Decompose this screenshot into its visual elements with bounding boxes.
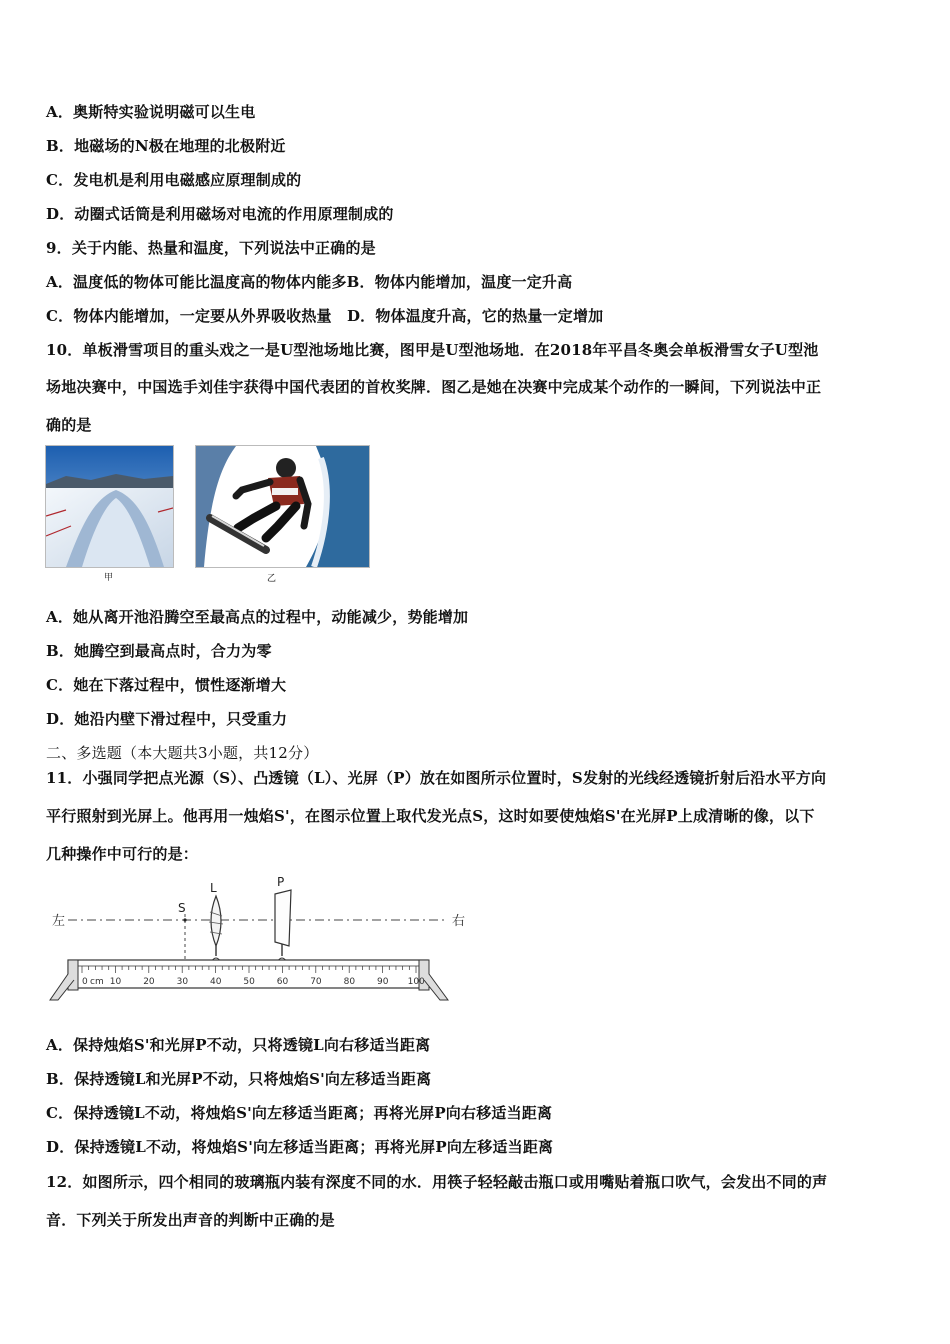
unit-label: cm <box>90 977 104 987</box>
halfpipe-photo <box>45 445 174 568</box>
scale-label: 70 <box>310 977 322 987</box>
scale-label: 100 <box>407 977 425 987</box>
screen-shape <box>275 890 291 946</box>
point-source <box>183 918 186 921</box>
snowboarder-photo <box>195 445 370 568</box>
q11-option-c: C．保持透镜L不动，将烛焰S'向左移适当距离；再将光屏P向右移适当距离 <box>46 1104 553 1122</box>
label-l: L <box>210 881 217 895</box>
q11-option-d: D．保持透镜L不动，将烛焰S'向左移适当距离；再将光屏P向左移适当距离 <box>46 1138 554 1156</box>
q10-stem-line1: 10．单板滑雪项目的重头戏之一是U型池场地比赛，图甲是U型池场地．在2018年平昌冬奥会单板滑雪女子U型池 <box>46 341 819 359</box>
label-left: 左 <box>52 914 66 929</box>
caption-jia: 甲 <box>104 573 114 583</box>
q10-stem-line2: 场地决赛中，中国选手刘佳宇获得中国代表团的首枚奖牌．图乙是她在决赛中完成某个动作的一瞬间，下列说法中正 <box>46 378 822 396</box>
q11-stem-line2: 平行照射到光屏上。他再用一烛焰S'，在图示位置上取代发光点S，这时如要使烛焰S'在光屏P上成清晰的像，以下 <box>46 807 815 825</box>
section-heading: 二、多选题（本大题共3小题，共12分） <box>46 744 319 762</box>
q10-option-d: D．她沿内壁下滑过程中，只受重力 <box>46 710 288 728</box>
scale-label: 50 <box>243 977 255 987</box>
label-right: 右 <box>452 914 466 929</box>
q9-stem: 9．关于内能、热量和温度，下列说法中正确的是 <box>46 239 376 257</box>
q12-stem-line2: 音．下列关于所发出声音的判断中正确的是 <box>46 1211 335 1229</box>
optical-bench-diagram <box>44 872 474 1007</box>
q10-option-c: C．她在下落过程中，惯性逐渐增大 <box>46 676 287 694</box>
caption-yi: 乙 <box>267 574 277 584</box>
scale-label: 20 <box>143 977 155 987</box>
q8-option-d: D．动圈式话筒是利用磁场对电流的作用原理制成的 <box>46 205 394 223</box>
q8-option-b: B．地磁场的N极在地理的北极附近 <box>46 137 286 155</box>
scale-label: 30 <box>176 977 189 987</box>
q11-stem-line3: 几种操作中可行的是： <box>46 845 199 863</box>
label-p: P <box>277 875 285 889</box>
q12-stem-line1: 12．如图所示，四个相同的玻璃瓶内装有深度不同的水．用筷子轻轻敲击瓶口或用嘴贴着瓶口吹气，会发出不同的声 <box>46 1173 828 1191</box>
q11-option-a: A．保持烛焰S'和光屏P不动，只将透镜L向右移适当距离 <box>46 1036 431 1054</box>
lens-shape <box>211 896 221 946</box>
q10-option-a: A．她从离开池沿腾空至最高点的过程中，动能减少，势能增加 <box>46 608 469 626</box>
scale-label: 10 <box>109 977 122 987</box>
scale-label-zero: 0 <box>82 977 88 987</box>
scale-label: 90 <box>377 977 389 987</box>
q11-option-b: B．保持透镜L和光屏P不动，只将烛焰S'向左移适当距离 <box>46 1070 432 1088</box>
q10-option-b: B．她腾空到最高点时，合力为零 <box>46 642 272 660</box>
label-s: S <box>178 901 186 915</box>
q11-stem-line1: 11．小强同学把点光源（S）、凸透镜（L）、光屏（P）放在如图所示位置时，S发射的光线经透镜折射后沿水平方向 <box>46 769 827 787</box>
scale-label: 40 <box>210 977 222 987</box>
q10-stem-line3: 确的是 <box>46 416 92 434</box>
scale-label: 60 <box>276 977 289 987</box>
q8-option-a: A．奥斯特实验说明磁可以生电 <box>46 103 256 121</box>
scale-label: 80 <box>343 977 356 987</box>
q9-options-row1: A．温度低的物体可能比温度高的物体内能多B．物体内能增加，温度一定升高 <box>46 273 573 291</box>
q8-option-c: C．发电机是利用电磁感应原理制成的 <box>46 171 302 189</box>
q9-options-row2: C．物体内能增加，一定要从外界吸收热量 D．物体温度升高，它的热量一定增加 <box>46 307 604 325</box>
